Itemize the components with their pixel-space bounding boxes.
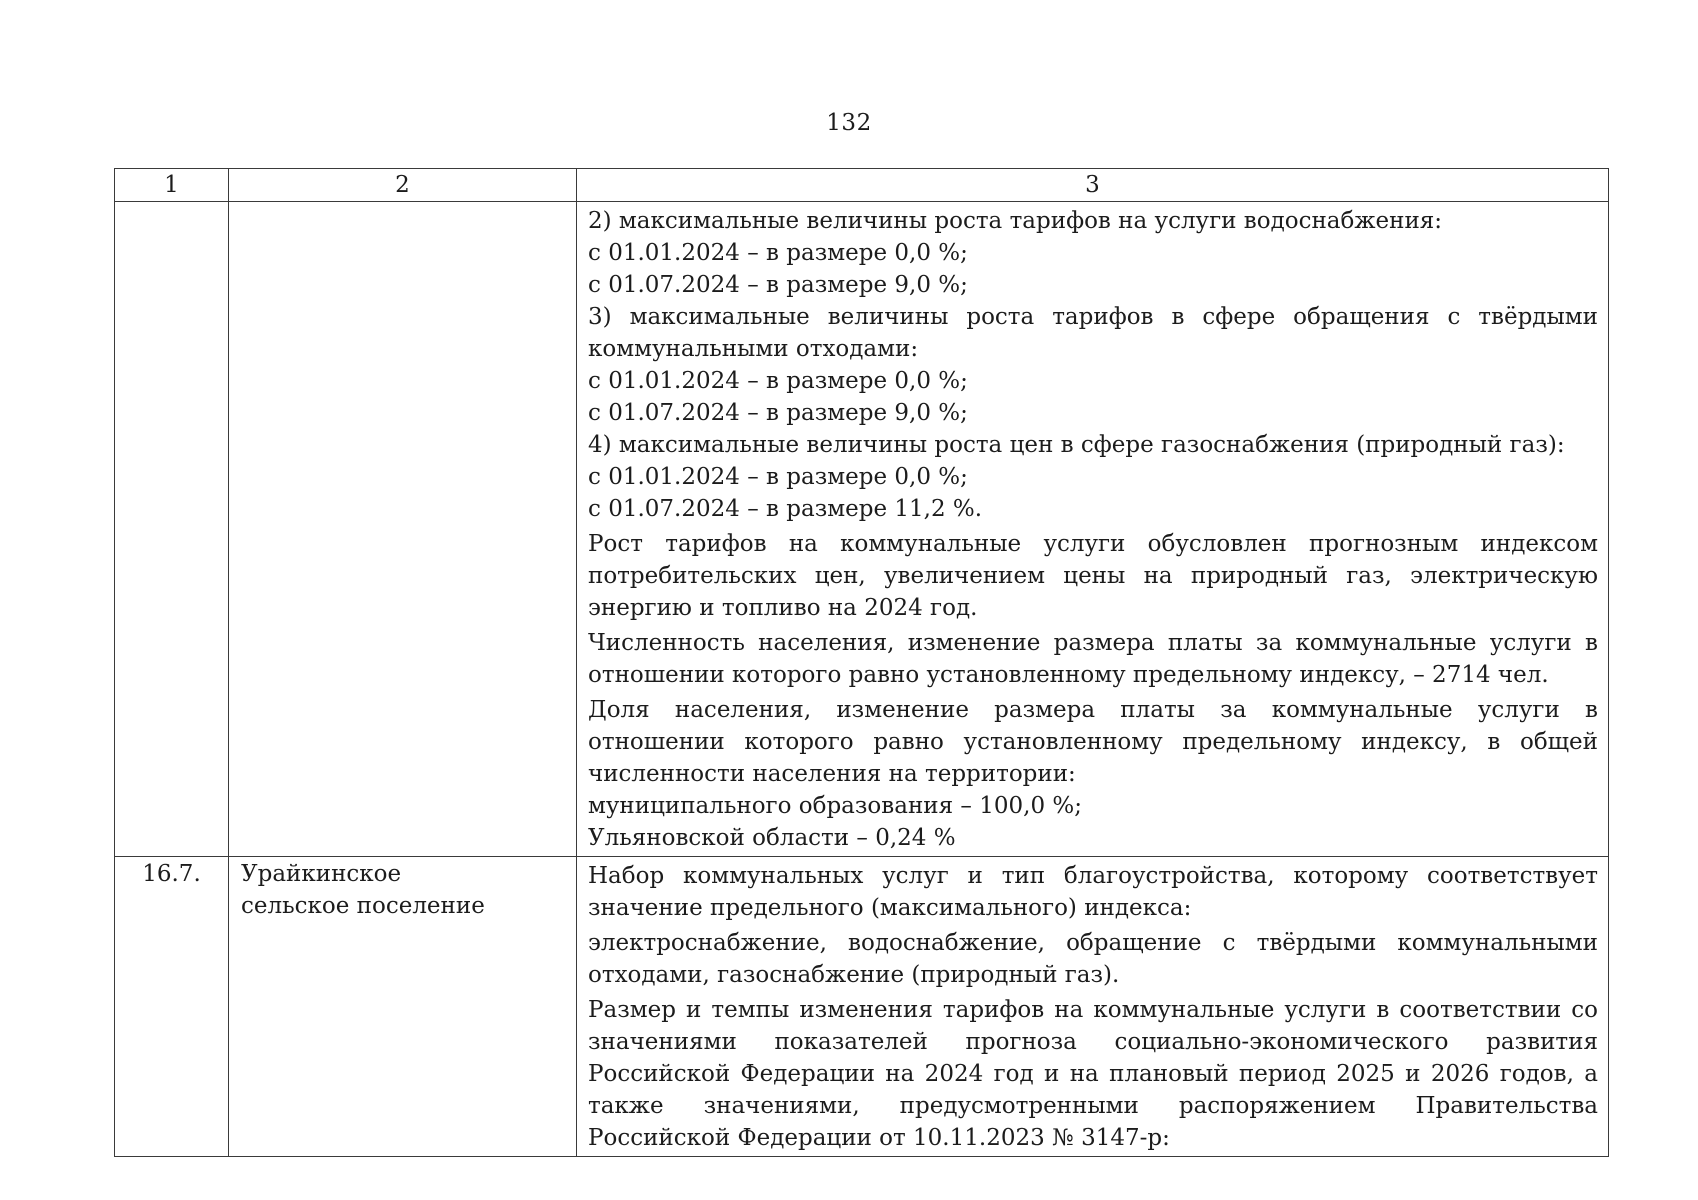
paragraph: 4) максимальные величины роста цен в сфере газоснабжения (природный газ):: [588, 432, 1565, 458]
paragraph: с 01.07.2024 – в размере 9,0 %;: [588, 272, 968, 298]
paragraph: Набор коммунальных услуг и тип благоустройства, которому соответствует значение предельного (максимального) индекса:: [588, 863, 1598, 921]
settlement-name-cell: [229, 202, 577, 857]
page-number: 132: [826, 110, 872, 136]
paragraph: с 01.01.2024 – в размере 0,0 %;: [588, 240, 968, 266]
paragraph: с 01.07.2024 – в размере 11,2 %.: [588, 496, 983, 522]
row-number-cell: 16.7.: [115, 857, 229, 1157]
column-header-3: 3: [577, 169, 1609, 202]
paragraph: с 01.07.2024 – в размере 9,0 %;: [588, 400, 968, 426]
column-header-2: 2: [229, 169, 577, 202]
settlement-name-cell: [229, 857, 577, 1157]
table-body: [115, 169, 1609, 1157]
column-header-1: 1: [115, 169, 229, 202]
paragraph: с 01.01.2024 – в размере 0,0 %;: [588, 464, 968, 490]
paragraph: Доля населения, изменение размера платы за коммунальные услуги в отношении которого равно установленному предельному индексу, в общей численности населения на территории:: [588, 697, 1598, 787]
row-number-cell: [115, 202, 229, 857]
tariff-description-cell: [577, 202, 1609, 857]
paragraph: электроснабжение, водоснабжение, обращение с твёрдыми коммунальными отходами, газоснабжение (природный газ).: [588, 930, 1598, 988]
paragraph: 3) максимальные величины роста тарифов в сфере обращения с твёрдыми коммунальными отходами:: [588, 304, 1598, 362]
paragraph: Рост тарифов на коммунальные услуги обусловлен прогнозным индексом потребительских цен, увеличением цены на природный газ, электрическую энергию и топливо на 2024 год.: [588, 531, 1598, 621]
paragraph: муниципального образования – 100,0 %;: [588, 793, 1082, 819]
settlement-name-line: Урайкинское: [241, 861, 402, 887]
paragraph: Численность населения, изменение размера платы за коммунальные услуги в отношении которого равно установленному предельному индексу, – 2714 чел.: [588, 630, 1598, 688]
paragraph: Размер и темпы изменения тарифов на коммунальные услуги в соответствии со значениями показателей прогноза социально-экономического развития Российской Федерации на 2024 год и на плановый период 2025 и 2026 годов, а также значениями, предусмотренными распоряжением Правительства Российской Федерации от 10.11.2023 № 3147-р:: [588, 997, 1598, 1151]
tariff-description-cell: [577, 857, 1609, 1157]
settlement-name-line: сельское поселение: [241, 893, 485, 919]
table-row: [115, 857, 1609, 1157]
tariff-table: [114, 168, 1609, 1157]
table-header-row: [115, 169, 1609, 202]
paragraph: с 01.01.2024 – в размере 0,0 %;: [588, 368, 968, 394]
paragraph: Ульяновской области – 0,24 %: [588, 825, 956, 851]
table-row: [115, 202, 1609, 857]
paragraph: 2) максимальные величины роста тарифов на услуги водоснабжения:: [588, 208, 1443, 234]
